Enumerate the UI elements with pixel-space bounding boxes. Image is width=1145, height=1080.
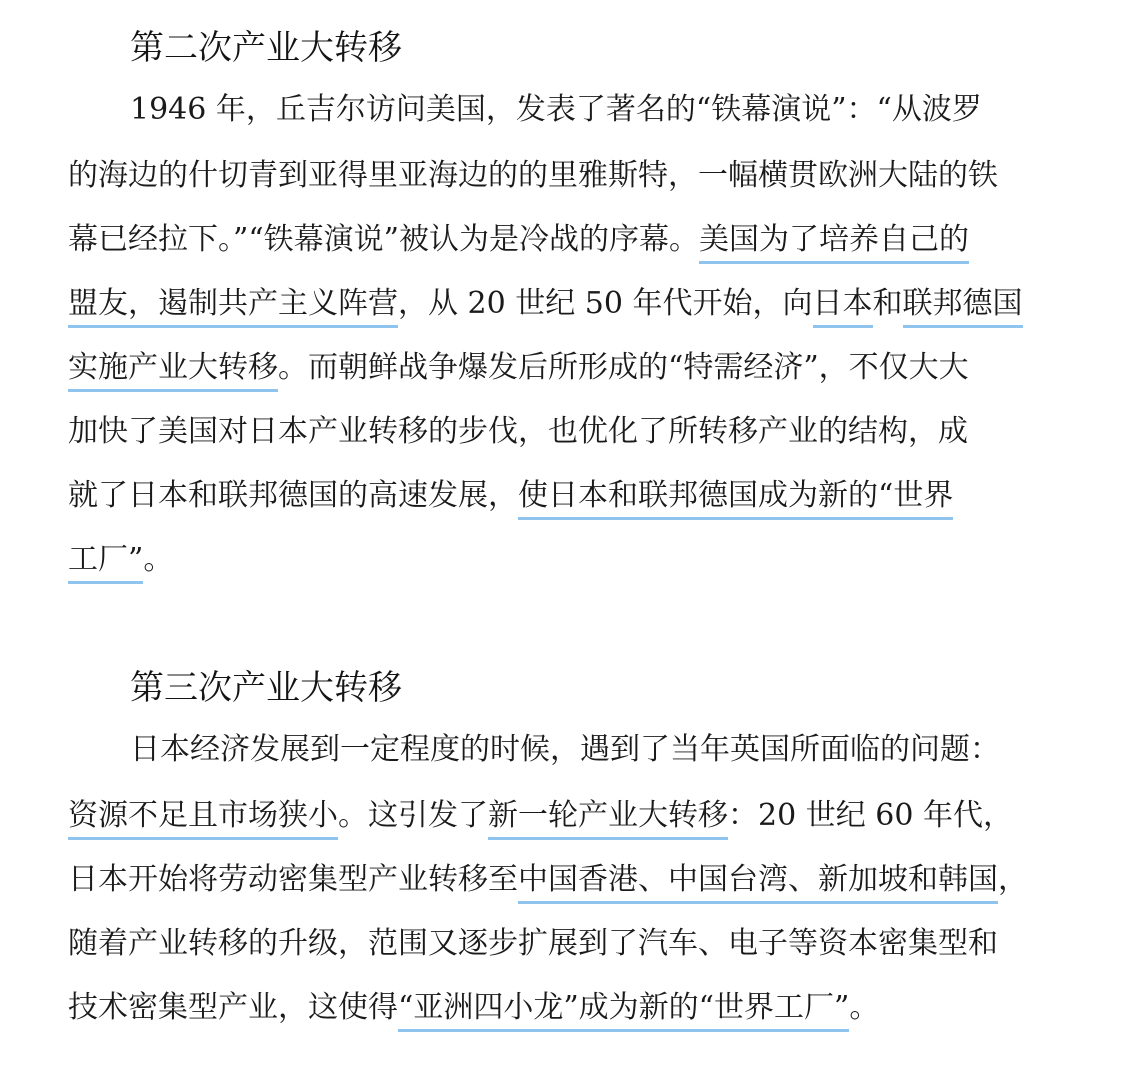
paragraph-line bbox=[68, 348, 969, 388]
text-run: ：20 世纪 60 年代， bbox=[728, 798, 1013, 833]
text-run: 1946 年，丘吉尔访问美国，发表了著名的“铁幕演说”：“从波罗 bbox=[130, 92, 982, 127]
paragraph-line bbox=[68, 860, 1028, 900]
text-run: 幕已经拉下。”“铁幕演说”被认为是冷战的序幕。 bbox=[68, 222, 700, 257]
text-run: 的海边的什切青到亚得里亚海边的的里雅斯特，一幅横贯欧洲大陆的铁 bbox=[68, 158, 998, 193]
text-run: ，从 20 世纪 50 年代开始，向 bbox=[398, 286, 813, 321]
text-run: ， bbox=[998, 862, 1028, 897]
text-run: 技术密集型产业，这使得 bbox=[68, 990, 398, 1025]
section-heading: 第三次产业大转移 bbox=[130, 668, 402, 708]
text-run: 。 bbox=[143, 542, 174, 577]
text-run: 和 bbox=[872, 286, 903, 321]
text-run: 。这引发了 bbox=[338, 798, 488, 833]
section-heading: 第二次产业大转移 bbox=[130, 28, 402, 68]
paragraph-line bbox=[68, 156, 998, 196]
highlighted-text: 联邦德国 bbox=[903, 286, 1023, 328]
paragraph-line bbox=[130, 730, 1000, 770]
text-run: 日本开始将劳动密集型产业转移至 bbox=[68, 862, 518, 897]
paragraph-line bbox=[68, 540, 173, 580]
highlighted-text: 资源不足且市场狭小 bbox=[68, 798, 338, 840]
highlighted-text: 工厂” bbox=[68, 542, 143, 584]
highlighted-text: 中国香港、中国台湾、新加坡和韩国 bbox=[518, 862, 998, 904]
highlighted-text: 盟友，遏制共产主义阵营 bbox=[68, 286, 398, 328]
text-run: 。 bbox=[849, 990, 880, 1025]
paragraph-line bbox=[130, 90, 982, 130]
highlighted-text: 使日本和联邦德国成为新的“世界 bbox=[518, 478, 953, 520]
paragraph-line bbox=[68, 412, 968, 452]
text-run: 加快了美国对日本产业转移的步伐，也优化了所转移产业的结构，成 bbox=[68, 414, 968, 449]
highlighted-text: 日本 bbox=[813, 286, 873, 328]
text-run: 。而朝鲜战争爆发后所形成的“特需经济”，不仅大大 bbox=[278, 350, 969, 385]
paragraph-line bbox=[68, 924, 998, 964]
highlighted-text: “亚洲四小龙”成为新的“世界工厂” bbox=[398, 990, 849, 1032]
paragraph-line bbox=[68, 476, 953, 516]
paragraph-line bbox=[68, 796, 1013, 836]
paragraph-line bbox=[68, 988, 879, 1028]
highlighted-text: 新一轮产业大转移 bbox=[488, 798, 728, 840]
text-run: 就了日本和联邦德国的高速发展， bbox=[68, 478, 518, 513]
text-run: 日本经济发展到一定程度的时候，遇到了当年英国所面临的问题： bbox=[130, 732, 1000, 767]
paragraph-line bbox=[68, 220, 969, 260]
text-run: 随着产业转移的升级，范围又逐步扩展到了汽车、电子等资本密集型和 bbox=[68, 926, 998, 961]
paragraph-line bbox=[68, 284, 1023, 324]
highlighted-text: 实施产业大转移 bbox=[68, 350, 278, 392]
highlighted-text: 美国为了培养自己的 bbox=[699, 222, 969, 264]
